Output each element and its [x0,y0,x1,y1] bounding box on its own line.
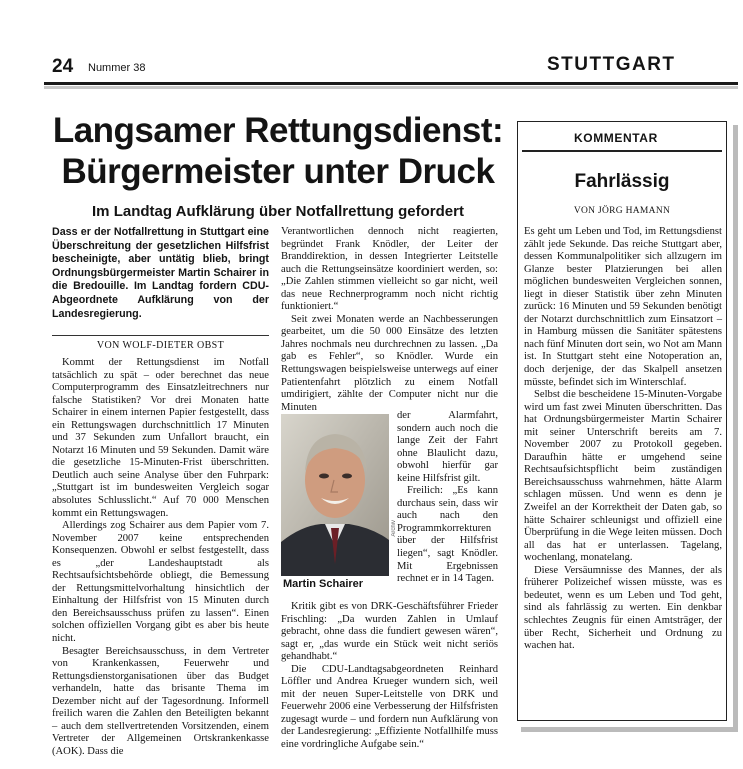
issue-number: Nummer 38 [88,62,146,74]
photo-caption: Martin Schairer [283,578,364,590]
paragraph: Die CDU-Landtagsabgeordneten Reinhard Löffler und Andrea Krueger wundern sich, weil mit der neuen Super-Leitstelle von DRK und Feuerwehr 2006 eine Verbesserung der Hilfsfristen zugesagt wurde – und fordern nun Aufklärung von der Landesregierung: „Effiziente Notfallhilfe muss eine vordringliche Aufgabe sein.“ [281,663,498,751]
article-column-2 [281,226,498,414]
paragraph: Diese Versäumnisse des Mannes, der als früherer Polizeichef wissen müsste, was es bedeutet, wenn es um Leben und Tod geht, sind als fahrlässig zu werten. Ein denkbar schlechtes Zeugnis für einen Amtsträger, der über Recht, Sicherheit und Ordnung zu wachen hat. [524,564,722,652]
article-column-2-wrap [397,410,498,586]
headline-line-2: Bürgermeister unter Druck [61,152,495,191]
paragraph: Besagter Bereichsausschuss, in dem Vertreter von Krankenkassen, Feuerwehr und Rettungsdienstorganisationen über das Budget verhandeln, hatte das brisante Thema im Dezember nicht auf der Tagesordnung. Informell freilich waren die Zahlen den Beteiligten bekannt – auch dem stellvertretenden Vorsitzenden, einem Vertreter der Allgemeinen Ortskrankenkasse (AOK). Dass die [52,645,269,757]
portrait-photo [281,414,389,576]
paragraph: Kritik gibt es von DRK-Geschäftsführer Frieder Frischling: „Da wurden Zahlen in Umlauf gebracht, ohne dass die fundiert gewesen wären“, sagt er, „das wurde ein Stück weit nicht seriös gehandhabt.“ [281,601,498,663]
subheadline: Im Landtag Aufklärung über Notfallrettung gefordert [92,203,464,220]
commentary-label-text: KOMMENTAR [574,131,658,145]
headline [52,110,504,192]
byline-rule [52,335,269,336]
commentary-rule [522,150,722,152]
header-rule [44,82,738,85]
article-lead: Dass er der Notfallrettung in Stuttgart eine Überschreitung der gesetzlichen Hilfsfrist bescheinigte, aber untätig blieb, bringt Ordnungsbürgermeister Martin Schairer in die Bredouille. Im Landtag fordern CDU-Abgeordnete Aufklärung von der Landesregierung. [52,226,269,320]
headline-line-1: Langsamer Rettungsdienst: [52,111,504,150]
commentary-title: Fahrlässig [574,171,670,192]
paragraph: Verantwortlichen dennoch nicht reagierten, begründet Frank Knödler, der Leiter der Branddirektion, in dessen Integrierter Leitstelle auch die Rettungseinsätze koordiniert werden, so: „Die Zahlen stimmen vielleicht so gar nicht, weil das neue Rechnerprogramm noch nicht richtig funktioniert.“ [281,226,498,313]
section-title: STUTTGART [547,54,676,75]
paragraph: Freilich: „Es kann durchaus sein, dass wir auch nach den Programmkorrekturen über der Hilfsfrist liegen“, sagt Knödler. Mit Ergebnissen rechnet er in 14 Tagen. [397,485,498,585]
paragraph: Allerdings zog Schairer aus dem Papier vom 7. November 2007 keine entsprechenden Konsequenzen. Obwohl er selbst festgestellt, dass es „der Landeshauptstadt als Rechtsaufsichtsbehörde obliegt, die Bemessung der Rettungsmittelvorhaltung hinsichtlich der Einhaltung der Hilfsfrist von 15 Minuten durch den Bereichsausschuss prüfen zu lassen“. Einen solchen offiziellen Vorgang gibt es aber bis heute nicht. [52,520,269,645]
paragraph: Es geht um Leben und Tod, im Rettungsdienst zählt jede Sekunde. Das reiche Stuttgart aber, dessen Kommunalpolitiker sich allzugern im Glanze bester Platzierungen bei allen möglichen bundesweiten Vergleichen sonnen, liegt in dieser Statistik über zehn Minuten zurück: 16 Minuten und 59 Sekunden benötigt der Notarzt durchschnittlich zum Einsatzort – in Hamburg müssen die Sanitäter spätestens nach fünf Minuten dort sein, wo Not am Mann ist. In Stuttgart steht eine Notoperation an, doch derjenige, der das Skalpell ansetzen müsste, befindet sich im Winterschlaf. [524,226,723,388]
paragraph: Kommt der Rettungsdienst im Notfall tatsächlich zu spät – oder berechnet das neue Computerprogramm des Einsatzleitrechners nur falsche Statistiken? Vor drei Monaten hatte Schairer in einem internen Papier festgestellt, dass ein Rettungswagen durchschnittlich 17 Minuten und 37 Sekunden zum Unfallort braucht, ein Notarzt 16 Minuten und 59 Sekunden. Damit wäre die gesetzliche 15-Minuten-Frist überschritten. Deutlich auch seine Analyse über den Fuhrpark: „Stuttgart ist im bundesweiten Vergleich sogar absolutes Schlusslicht.“ Auf 70 000 Menschen kommt ein Rettungswagen. [52,357,269,519]
page-number: 24 [52,56,74,77]
byline: VON WOLF-DIETER OBST [96,340,225,351]
article-column-2-bottom [281,601,498,752]
commentary-label [517,131,727,145]
commentary-text [524,226,722,653]
paragraph: der Alarmfahrt, sondern auch noch die lange Zeit der Fahrt ohne Blaulicht dazu, obwohl hierfür gar keine Hilfsfrist gilt. [397,410,498,484]
commentary-author: VON JÖRG HAMANN [573,206,671,216]
header-rule-shadow [44,86,738,89]
article-column-1 [52,357,269,759]
paragraph: Selbst die bescheidene 15-Minuten-Vorgabe wird um fast zwei Minuten überschritten. Das hat Ordnungsbürgermeister Martin Schairer mit seiner Unterschrift bereits am 7. November 2007 zu Protokoll gegeben. Daraufhin hätte er umgehend seine Rechtsaufsichtspflicht beim zuständigen Bereichsausschuss wahrnehmen, hätte Alarm schlagen müssen. Und wenn es denn je Zweifel an der Korrektheit der Daten gab, so hätte Schairer schleunigst und offiziell eine Überprüfung in die Wege leiten müssen. Doch all das hat er unterlassen. Tagelang, wochenlang, monatelang. [524,389,722,564]
photo-credit: Archiv [391,520,397,537]
paragraph: Seit zwei Monaten werde an Nachbesserungen gearbeitet, um die 50 000 Einsätze des letzten Jahres nochmals neu durchrechnen zu lassen. „Da gab es Fehler“, so Knödler. Wurde ein Rettungswagen beispielsweise unterwegs auf einer Patientenfahrt plötzlich zu einem Notfall umdirigiert, zählte der Computer nicht nur die Minuten [281,313,498,413]
